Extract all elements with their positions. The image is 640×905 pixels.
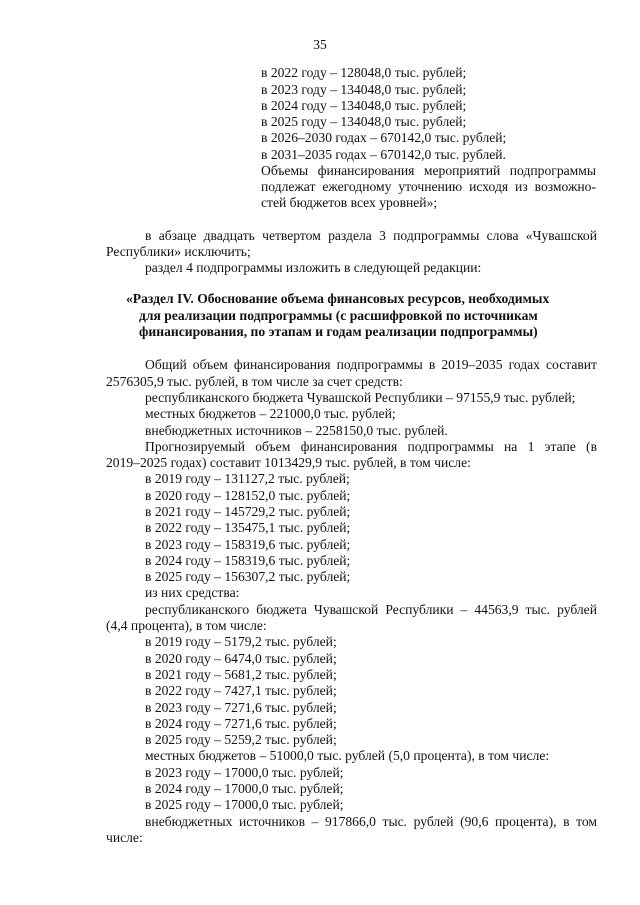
body-line-15: из них средства: bbox=[145, 585, 240, 600]
body-line-29: внебюджетных источников – 917866,0 тыс. рублей (90,6 процента), в том bbox=[145, 814, 597, 829]
amendment-line-2: Республики» исключить; bbox=[106, 244, 251, 259]
page-number: 35 bbox=[313, 37, 327, 52]
section-heading-line-3: финансирования, по этапам и годам реализации подпрограммы) bbox=[139, 324, 538, 339]
body-line-3: республиканского бюджета Чувашской Республики – 97155,9 тыс. рублей; bbox=[145, 390, 576, 405]
body-line-4: местных бюджетов – 221000,0 тыс. рублей; bbox=[145, 406, 396, 421]
top-line-8: подлежат ежегодному уточнению исходя из возможно- bbox=[261, 179, 596, 194]
section-heading-line-1: «Раздел IV. Обоснование объема финансовых ресурсов, необходимых bbox=[126, 291, 550, 306]
top-line-3: в 2024 году – 134048,0 тыс. рублей; bbox=[261, 98, 467, 113]
body-line-12: в 2023 году – 158319,6 тыс. рублей; bbox=[145, 537, 351, 552]
top-line-2: в 2023 году – 134048,0 тыс. рублей; bbox=[261, 82, 467, 97]
body-line-27: в 2024 году – 17000,0 тыс. рублей; bbox=[145, 781, 344, 796]
amendment-line-1: в абзаце двадцать четвертом раздела 3 подпрограммы слова «Чувашской bbox=[145, 228, 597, 243]
body-line-21: в 2022 году – 7427,1 тыс. рублей; bbox=[145, 683, 337, 698]
body-line-13: в 2024 году – 158319,6 тыс. рублей; bbox=[145, 553, 351, 568]
body-line-19: в 2020 году – 6474,0 тыс. рублей; bbox=[145, 651, 337, 666]
body-line-28: в 2025 году – 17000,0 тыс. рублей; bbox=[145, 797, 344, 812]
section-heading-line-2: для реализации подпрограммы (с расшифровкой по источникам bbox=[139, 308, 538, 323]
body-line-26: в 2023 году – 17000,0 тыс. рублей; bbox=[145, 765, 344, 780]
body-line-5: внебюджетных источников – 2258150,0 тыс. рублей. bbox=[145, 423, 448, 438]
top-line-7: Объемы финансирования мероприятий подпрограммы bbox=[261, 163, 596, 178]
top-line-5: в 2026–2030 годах – 670142,0 тыс. рублей; bbox=[261, 130, 507, 145]
body-line-7: 2019–2025 годах) составит 1013429,9 тыс. рублей, в том числе: bbox=[106, 455, 471, 470]
body-line-10: в 2021 году – 145729,2 тыс. рублей; bbox=[145, 504, 351, 519]
body-line-18: в 2019 году – 5179,2 тыс. рублей; bbox=[145, 634, 337, 649]
body-line-9: в 2020 году – 128152,0 тыс. рублей; bbox=[145, 488, 351, 503]
body-line-25: местных бюджетов – 51000,0 тыс. рублей (5,0 процента), в том числе: bbox=[145, 748, 550, 763]
body-line-2: 2576305,9 тыс. рублей, в том числе за счет средств: bbox=[106, 374, 403, 389]
body-line-30: числе: bbox=[106, 830, 143, 845]
body-line-14: в 2025 году – 156307,2 тыс. рублей; bbox=[145, 569, 351, 584]
body-line-24: в 2025 году – 5259,2 тыс. рублей; bbox=[145, 732, 337, 747]
body-line-1: Общий объем финансирования подпрограммы в 2019–2035 годах составит bbox=[145, 357, 597, 372]
body-line-6: Прогнозируемый объем финансирования подпрограммы на 1 этапе (в bbox=[145, 439, 597, 454]
amendment-line-3: раздел 4 подпрограммы изложить в следующей редакции: bbox=[145, 260, 482, 275]
body-line-17: (4,4 процента), в том числе: bbox=[106, 618, 267, 633]
body-line-22: в 2023 году – 7271,6 тыс. рублей; bbox=[145, 700, 337, 715]
top-line-6: в 2031–2035 годах – 670142,0 тыс. рублей. bbox=[261, 147, 506, 162]
body-line-11: в 2022 году – 135475,1 тыс. рублей; bbox=[145, 520, 351, 535]
body-line-8: в 2019 году – 131127,2 тыс. рублей; bbox=[145, 471, 350, 486]
body-line-20: в 2021 году – 5681,2 тыс. рублей; bbox=[145, 667, 337, 682]
top-line-1: в 2022 году – 128048,0 тыс. рублей; bbox=[261, 65, 467, 80]
body-line-23: в 2024 году – 7271,6 тыс. рублей; bbox=[145, 716, 337, 731]
top-line-9: стей бюджетов всех уровней»; bbox=[261, 195, 438, 210]
top-line-4: в 2025 году – 134048,0 тыс. рублей; bbox=[261, 114, 467, 129]
body-line-16: республиканского бюджета Чувашской Республики – 44563,9 тыс. рублей bbox=[145, 602, 597, 617]
